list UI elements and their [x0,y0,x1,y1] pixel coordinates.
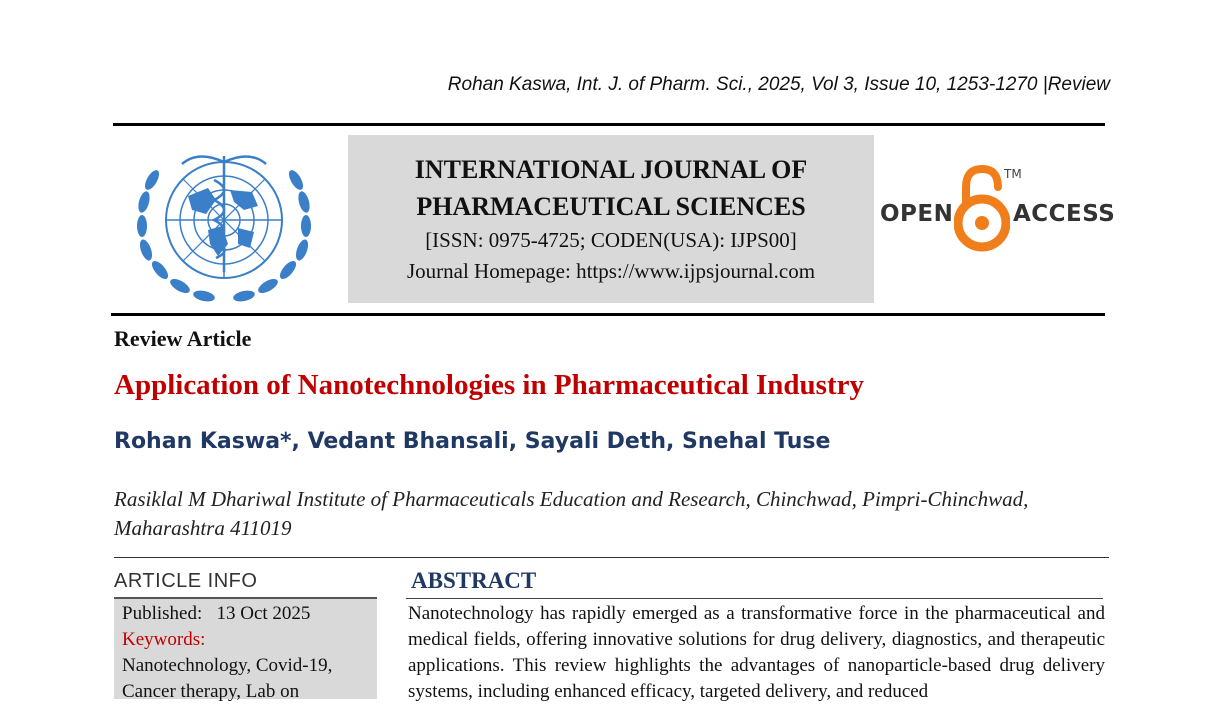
article-type: Review Article [114,326,252,351]
open-access-lock-icon [954,165,1010,253]
journal-title [348,151,874,225]
open-access-badge [880,165,1116,255]
published-label: Published: [122,603,203,624]
header-rule-bottom [111,313,1105,316]
article-title: Application of Nanotechnologies in Pharmaceutical Industry [114,369,864,401]
emblem-logo-icon [126,140,326,306]
journal-masthead [348,135,874,303]
running-header: Rohan Kaswa, Int. J. of Pharm. Sci., 2025, Vol 3, Issue 10, 1253-1270 |Review [447,74,1110,95]
abstract-rule [406,598,1103,599]
abstract-heading: ABSTRACT [411,568,537,593]
open-access-word-access: ACCESS [1013,201,1116,227]
keywords-line-2: Cancer therapy, Lab on [122,681,300,702]
journal-title-line2: PHARMACEUTICAL SCIENCES [416,192,806,221]
article-info-box [114,599,377,702]
keywords-label: Keywords: [122,629,206,650]
article-info-heading: ARTICLE INFO [114,570,258,592]
keywords-line-1: Nanotechnology, Covid-19, [122,655,333,676]
section-divider [114,557,1109,558]
published-date: 13 Oct 2025 [216,603,311,624]
issn-line: [ISSN: 0975-4725; CODEN(USA): IJPS00] [425,228,797,252]
published-row [122,601,369,627]
journal-title-line1: INTERNATIONAL JOURNAL OF [414,155,808,184]
trademark-mark: TM [1004,167,1022,181]
header-rule-top [113,123,1105,126]
affiliation: Rasiklal M Dhariwal Institute of Pharmaceuticals Education and Research, Chinchwad, Pimpri-Chinchwad, Maharashtra 411019 [114,487,1029,540]
abstract-text: Nanotechnology has rapidly emerged as a transformative force in the pharmaceutical and medical fields, offering innovative solutions for drug delivery, diagnostics, and therapeutic applications. This review highlights the advantages of nanoparticle-based drug delivery systems, including enhanced efficacy, targeted delivery, and reduced [408,603,1105,702]
author-list: Rohan Kaswa*, Vedant Bhansali, Sayali Deth, Snehal Tuse [114,429,831,454]
homepage-line: Journal Homepage: https://www.ijpsjournal.com [406,259,816,283]
open-access-word-open: OPEN [880,201,954,227]
